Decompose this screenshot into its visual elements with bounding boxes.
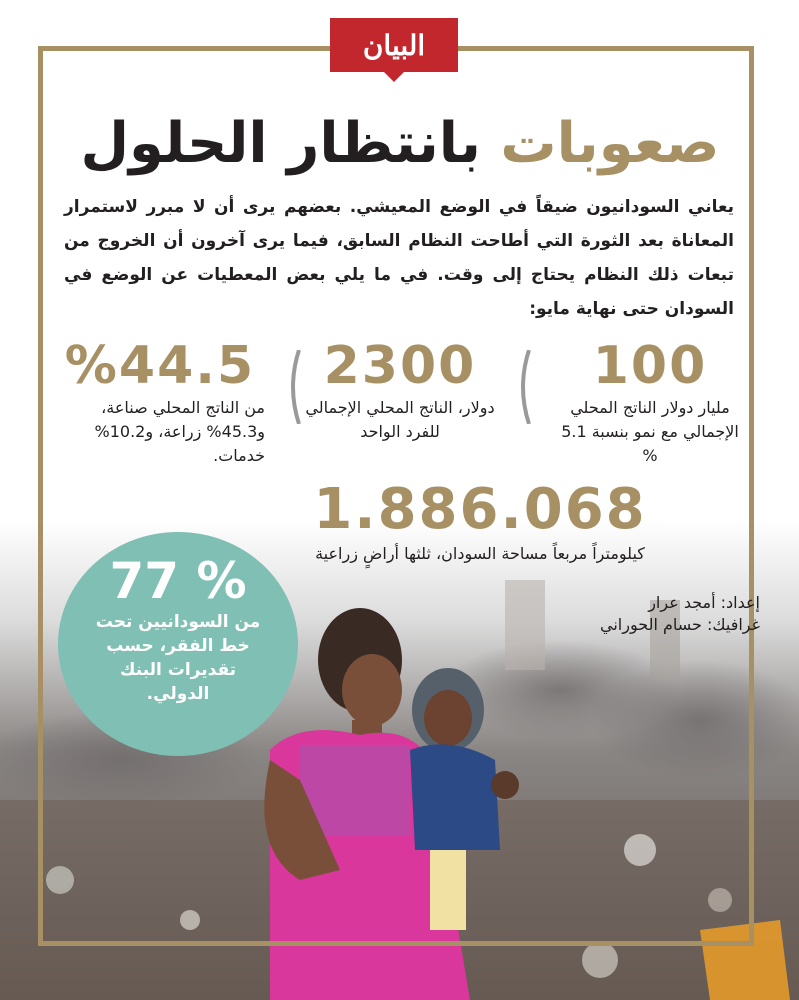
poverty-circle <box>58 532 298 756</box>
stat-area-value: 1.886.068 <box>313 477 647 542</box>
intro-paragraph: يعاني السودانيون ضيقاً في الوضع المعيشي. بعضهم يرى أن لا مبرر لاستمرار المعاناة بعد الثورة التي أطاحت النظام السابق، فيما يرى آخرون أن الخروج من تبعات ذلك النظام يحتاج إلى وقت. في ما يلي بعض المعطيات عن الوضع في السودان حتى نهاية مايو: <box>64 197 734 319</box>
headline-dark: بانتظار الحلول <box>80 111 481 176</box>
divider-right <box>515 350 533 424</box>
stat-gdp-description: مليار دولار الناتج المحلي الإجمالي مع نمو بنسبة 5.1 % <box>561 398 739 465</box>
stat-industry-description: من الناتج المحلي صناعة، و45.3% زراعة، و10.2% خدمات. <box>94 398 265 465</box>
stat-gdp-value: 100 <box>592 336 708 396</box>
stat-industry <box>55 336 265 468</box>
credits <box>560 592 760 636</box>
credit-graphics-by: غرافيك: حسام الحوراني <box>600 615 760 634</box>
headline <box>60 102 740 186</box>
stat-area-description: كيلومتراً مربعاً مساحة السودان، ثلثها أراضٍ زراعية <box>315 544 645 563</box>
divider-left <box>285 350 303 424</box>
newspaper-logo <box>330 18 458 72</box>
stat-per-capita <box>300 336 500 444</box>
headline-gold: صعوبات <box>500 111 720 176</box>
stat-poverty-value: 77 % <box>109 552 247 610</box>
logo-text: البيان <box>362 28 426 62</box>
stat-per-capita-description: دولار، الناتج المحلي الإجمالي للفرد الواحد <box>305 398 495 441</box>
stat-gdp <box>555 336 745 468</box>
credit-prepared-by: إعداد: أمجد عرار <box>648 593 760 612</box>
stat-poverty-description: من السودانيين تحت خط الفقر، حسب تقديرات البنك الدولي. <box>95 612 261 704</box>
stat-industry-value: %44.5 <box>64 336 256 396</box>
stat-per-capita-value: 2300 <box>323 336 477 396</box>
stat-area <box>280 478 680 566</box>
